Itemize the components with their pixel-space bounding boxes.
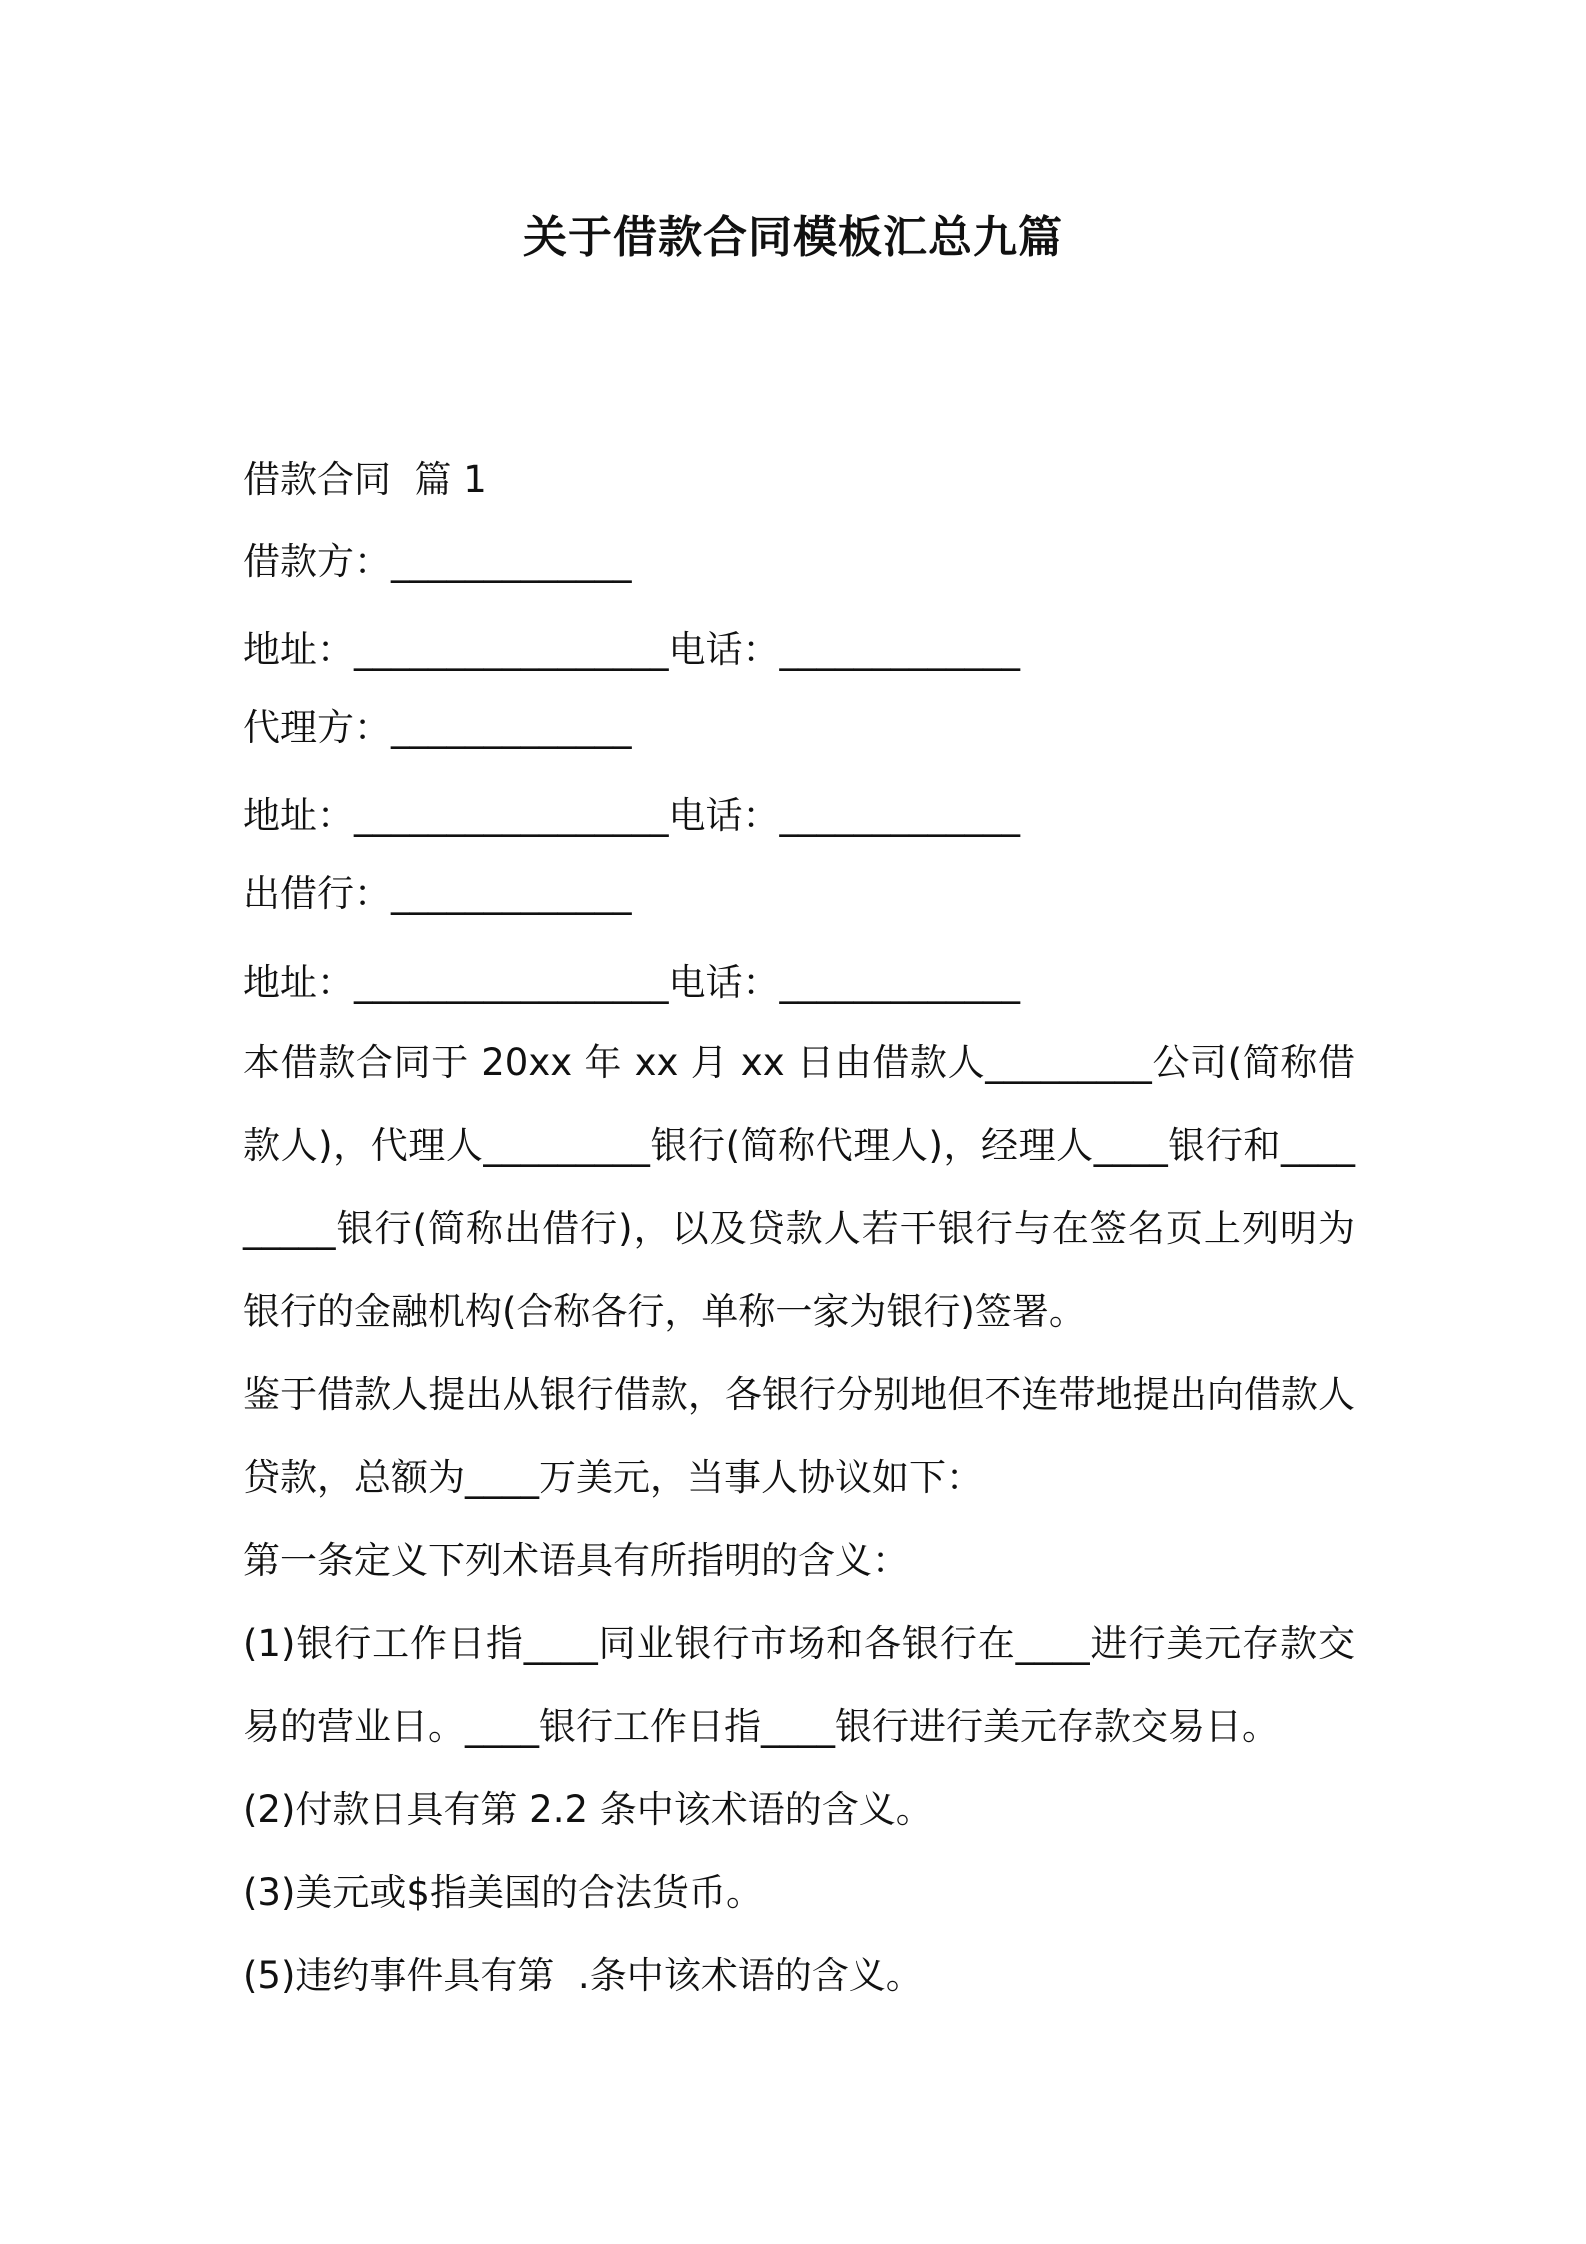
- borrower-address-line: 地址：_________________电话：_____________: [243, 628, 1020, 671]
- borrower-line: 借款方：_____________: [243, 540, 632, 583]
- lender-bank-line: 出借行：_____________: [243, 872, 632, 915]
- lender-bank-address-line: 地址：_________________电话：_____________: [243, 961, 1020, 1004]
- article-one-heading: 第一条定义下列术语具有所指明的含义：: [243, 1539, 909, 1582]
- definition-item-1: (1)银行工作日指____同业银行市场和各银行在____进行美元存款交易的营业日。____银行工作日指____银行进行美元存款交易日。: [243, 1622, 1355, 1748]
- document-title: 关于借款合同模板汇总九篇: [523, 212, 1063, 263]
- definition-item-5: (5)违约事件具有第 .条中该术语的含义。: [243, 1954, 923, 1997]
- whereas-paragraph: 鉴于借款人提出从银行借款，各银行分别地但不连带地提出向借款人贷款，总额为____万美元，当事人协议如下：: [243, 1373, 1355, 1499]
- definition-item-3: (3)美元或$指美国的合法货币。: [243, 1871, 763, 1914]
- agent-address-line: 地址：_________________电话：_____________: [243, 794, 1020, 837]
- contract-intro-paragraph: 本借款合同于 20xx 年 xx 月 xx 日由借款人_________公司(简称借款人)，代理人_________银行(简称代理人)，经理人____银行和_________银行(简称出借行)，以及贷款人若干银行与在签名页上列明为银行的金融机构(合称各行，单称一家为银行)签署。: [243, 1041, 1355, 1333]
- definition-item-2: (2)付款日具有第 2.2 条中该术语的含义。: [243, 1788, 933, 1831]
- agent-line: 代理方：_____________: [243, 706, 632, 749]
- section-heading: 借款合同 篇 1: [243, 458, 487, 501]
